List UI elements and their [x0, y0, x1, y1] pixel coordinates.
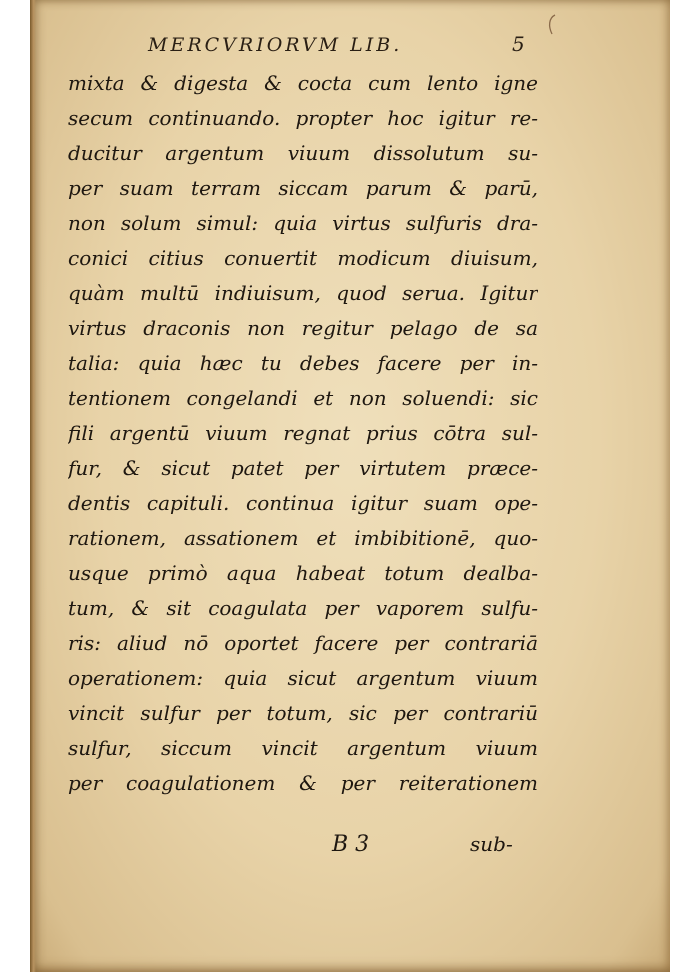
text-line: vincit sulfur per totum, sic per contrariū [68, 701, 538, 725]
catchword: sub- [470, 832, 513, 856]
text-line: fili argentū viuum regnat prius cōtra sul- [68, 421, 538, 445]
text-line: secum continuando. propter hoc igitur re- [68, 106, 538, 130]
signature-mark: B 3 [332, 832, 370, 857]
text-line: conici citius conuertit modicum diuisum, [68, 246, 538, 270]
text-line: quàm multū indiuisum, quod serua. Igitur [68, 281, 538, 305]
text-line: mixta & digesta & cocta cum lento igne [68, 71, 538, 95]
text-line: virtus draconis non regitur pelago de sa [68, 316, 538, 340]
text-line: tentionem congelandi et non soluendi: sic [68, 386, 538, 410]
pencil-mark-icon [544, 12, 560, 38]
text-line: rationem, assationem et imbibitionē, quo- [68, 526, 538, 550]
text-line: sulfur, siccum vincit argentum viuum [68, 736, 538, 760]
text-line: operationem: quia sicut argentum viuum [68, 666, 538, 690]
running-title: MERCVRIORVM LIB. [148, 34, 403, 56]
text-line: tum, & sit coagulata per vaporem sulfu- [68, 596, 538, 620]
text-line: talia: quia hæc tu debes facere per in- [68, 351, 538, 375]
text-line: fur, & sicut patet per virtutem præce- [68, 456, 538, 480]
text-line: ris: aliud nō oportet facere per contrariā [68, 631, 538, 655]
body-text [68, 66, 538, 801]
folio-number: 5 [512, 32, 525, 56]
page-footer [320, 832, 540, 862]
text-line: usque primò aqua habeat totum dealba- [68, 561, 538, 585]
page-gutter-shadow [30, 0, 36, 972]
text-line: per coagulationem & per reiterationem [68, 771, 538, 795]
text-line: per suam terram siccam parum & parū, [68, 176, 538, 200]
text-line: ducitur argentum viuum dissolutum su- [68, 141, 538, 165]
text-line: dentis capituli. continua igitur suam ope- [68, 491, 538, 515]
text-line: non solum simul: quia virtus sulfuris dra- [68, 211, 538, 235]
